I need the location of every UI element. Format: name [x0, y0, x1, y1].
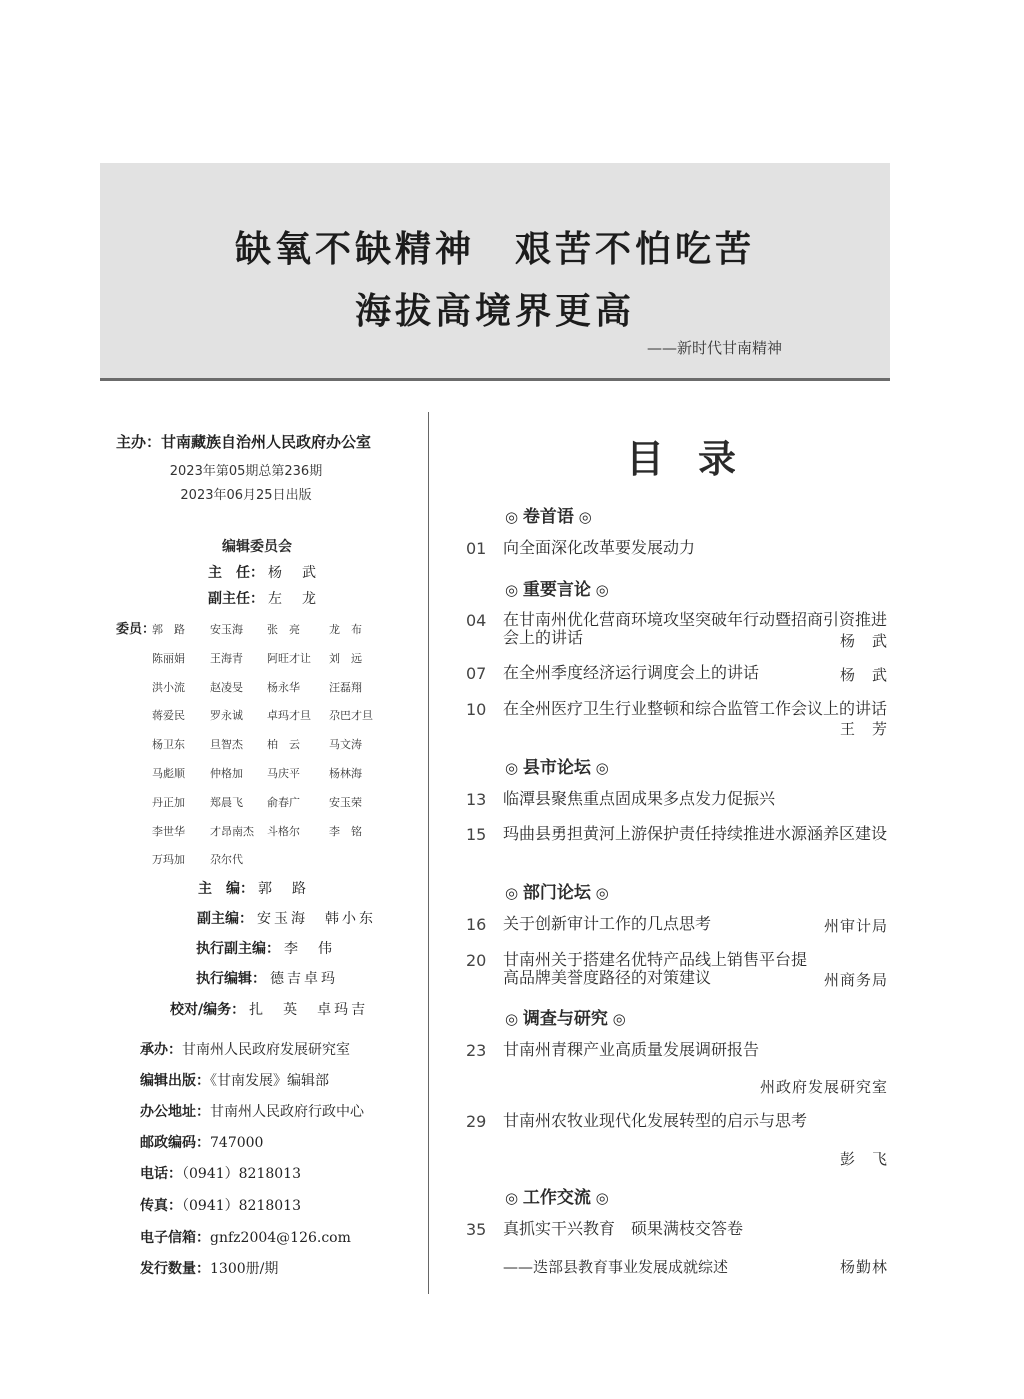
- director-label: 主 任：: [208, 565, 264, 581]
- deputy-editor-names: 安玉海 韩小东: [257, 911, 376, 927]
- proof-names: 扎 英 卓玛吉: [249, 1002, 369, 1018]
- member-name: 汪磊翔: [329, 681, 362, 694]
- exec-deputy-name: 李 伟: [284, 941, 335, 957]
- member-name: 杨卫东: [152, 738, 185, 751]
- info-email: [140, 1227, 351, 1247]
- info-label: 承办：: [140, 1042, 182, 1058]
- proofreader: [170, 999, 368, 1019]
- member-name: 洪小流: [152, 681, 185, 694]
- column-divider: [428, 412, 429, 1294]
- page-number: 07: [466, 664, 487, 683]
- article-author: 杨勤林: [839, 1258, 888, 1276]
- member-name: 俞春广: [267, 796, 300, 809]
- article-title[interactable]: 在甘南州优化营商环境攻坚突破年行动暨招商引资推进会上的讲话: [503, 610, 888, 647]
- article-author: 州政府发展研究室: [759, 1078, 888, 1096]
- section-label: 部门论坛: [522, 883, 591, 903]
- member-name: 尕尔代: [210, 853, 243, 866]
- page-number: 16: [466, 915, 487, 934]
- motto-phrase-2: 艰苦不怕吃苦: [515, 228, 756, 270]
- deputy-editor-label: 副主编：: [197, 911, 253, 927]
- page-number: 01: [466, 539, 487, 558]
- article-title[interactable]: 关于创新审计工作的几点思考: [503, 914, 712, 933]
- info-value: 《甘南发展》编辑部: [210, 1073, 329, 1089]
- publish-date: 2023年06月25日出版: [180, 488, 312, 503]
- article-subtitle: ——迭部县教育事业发展成就综述: [503, 1258, 729, 1276]
- members-label: 委员：: [116, 622, 156, 637]
- editorial-board-title: 编辑委员会: [222, 539, 292, 555]
- info-label: 电话：: [140, 1166, 182, 1182]
- chief-editor-label: 主 编：: [198, 881, 254, 897]
- page-number: 10: [466, 700, 487, 719]
- member-name: 陈丽娟: [152, 652, 185, 665]
- member-name: 郭 路: [152, 623, 185, 636]
- exec-deputy-editor: [196, 938, 335, 958]
- info-fax: [140, 1195, 301, 1215]
- motto-banner: [100, 163, 890, 381]
- section-label: 重要言论: [522, 580, 591, 600]
- member-name: 丹正加: [152, 796, 185, 809]
- vice-director-label: 副主任：: [208, 591, 264, 607]
- info-value: （0941）8218013: [182, 1198, 301, 1214]
- section-header: ◎ 卷首语 ◎: [505, 507, 592, 527]
- deputy-editor: [197, 908, 376, 928]
- article-title[interactable]: 玛曲县勇担黄河上游保护责任持续推进水源涵养区建设: [503, 824, 888, 843]
- info-label: 传真：: [140, 1198, 182, 1214]
- board-vice-director: [208, 588, 319, 608]
- page-number: 23: [466, 1041, 487, 1060]
- info-label: 编辑出版：: [140, 1073, 210, 1089]
- info-circulation: [140, 1258, 278, 1278]
- section-header: ◎ 重要言论 ◎: [505, 580, 609, 600]
- info-organizer: [140, 1039, 350, 1059]
- member-name: 马庆平: [267, 767, 300, 780]
- member-name: 斗格尔: [267, 825, 300, 838]
- sponsor-line: 主办：甘南藏族自治州人民政府办公室: [116, 433, 372, 451]
- section-header: ◎ 部门论坛 ◎: [505, 883, 609, 903]
- page-number: 20: [466, 951, 487, 970]
- article-title[interactable]: 真抓实干兴教育 硕果满枝交答卷: [503, 1219, 744, 1238]
- director-name: 杨 武: [268, 565, 319, 581]
- info-value: 甘南州人民政府行政中心: [210, 1104, 364, 1120]
- info-label: 电子信箱：: [140, 1230, 210, 1246]
- article-title[interactable]: 在全州医疗卫生行业整顿和综合监管工作会议上的讲话: [503, 699, 888, 718]
- info-value: （0941）8218013: [182, 1166, 301, 1182]
- article-title[interactable]: 向全面深化改革要发展动力: [503, 538, 696, 557]
- member-name: 杨林海: [329, 767, 362, 780]
- member-name: 罗永诚: [210, 709, 243, 722]
- page-number: 13: [466, 790, 487, 809]
- article-author: 杨 武: [839, 632, 888, 650]
- article-author: 杨 武: [839, 666, 888, 684]
- info-value: gnfz2004@126.com: [210, 1230, 351, 1246]
- article-title[interactable]: 甘南州青稞产业高质量发展调研报告: [503, 1040, 760, 1059]
- member-name: 马彪顺: [152, 767, 185, 780]
- article-author: 州商务局: [823, 971, 888, 989]
- article-title[interactable]: 甘南州关于搭建名优特产品线上销售平台提高品牌美誉度路径的对策建议: [503, 950, 808, 987]
- section-label: 县市论坛: [522, 758, 591, 778]
- member-name: 王海青: [210, 652, 243, 665]
- member-name: 卓玛才旦: [267, 709, 311, 722]
- member-name: 蒋爱民: [152, 709, 185, 722]
- info-postcode: [140, 1132, 263, 1152]
- motto-line-2: 海拔高境界更高: [354, 290, 635, 332]
- page-number: 35: [466, 1220, 487, 1239]
- article-author: 彭 飞: [839, 1150, 888, 1168]
- article-author: 州审计局: [823, 917, 888, 935]
- member-name: 万玛加: [152, 853, 185, 866]
- motto-line-1: [100, 221, 890, 272]
- member-name: 安玉荣: [329, 796, 362, 809]
- section-label: 工作交流: [522, 1188, 591, 1208]
- member-name: 刘 远: [329, 652, 362, 665]
- page-number: 29: [466, 1112, 487, 1131]
- toc-title: 目录: [626, 436, 771, 481]
- member-name: 马文涛: [329, 738, 362, 751]
- member-name: 李 铭: [329, 825, 362, 838]
- motto-source: ——新时代甘南精神: [646, 339, 782, 357]
- info-label: 办公地址：: [140, 1104, 210, 1120]
- chief-editor-name: 郭 路: [258, 881, 309, 897]
- article-title[interactable]: 临潭县聚焦重点固成果多点发力促振兴: [503, 789, 776, 808]
- member-name: 杨永华: [267, 681, 300, 694]
- info-phone: [140, 1163, 301, 1183]
- article-author: 王 芳: [839, 720, 888, 738]
- info-label: 邮政编码：: [140, 1135, 210, 1151]
- vice-director-name: 左 龙: [268, 591, 319, 607]
- info-address: [140, 1101, 364, 1121]
- chief-editor: [198, 878, 309, 898]
- article-title[interactable]: 甘南州农牧业现代化发展转型的启示与思考: [503, 1111, 808, 1130]
- proof-label: 校对/编务：: [170, 1002, 246, 1018]
- page-number: 15: [466, 825, 487, 844]
- member-name: 李世华: [152, 825, 185, 838]
- exec-editor: [196, 968, 338, 988]
- member-name: 柏 云: [267, 738, 300, 751]
- exec-editor-name: 德吉卓玛: [270, 971, 338, 987]
- section-header: ◎ 县市论坛 ◎: [505, 758, 609, 778]
- exec-editor-label: 执行编辑：: [196, 971, 266, 987]
- exec-deputy-label: 执行副主编：: [196, 941, 280, 957]
- member-name: 阿旺才让: [267, 652, 311, 665]
- member-name: 安玉海: [210, 623, 243, 636]
- member-name: 郑晨飞: [210, 796, 243, 809]
- info-publisher: [140, 1070, 329, 1090]
- member-name: 尕巴才旦: [329, 709, 373, 722]
- section-label: 调查与研究: [522, 1009, 608, 1029]
- section-header: ◎ 工作交流 ◎: [505, 1188, 609, 1208]
- article-title[interactable]: 在全州季度经济运行调度会上的讲话: [503, 663, 760, 682]
- info-value: 1300册/期: [210, 1261, 279, 1277]
- info-value: 747000: [210, 1135, 264, 1151]
- page-number: 04: [466, 611, 487, 630]
- info-label: 发行数量：: [140, 1261, 210, 1277]
- member-name: 张 亮: [267, 623, 300, 636]
- section-header: ◎ 调查与研究 ◎: [505, 1009, 626, 1029]
- board-director: [208, 562, 319, 582]
- motto-phrase-1: 缺氧不缺精神: [234, 228, 475, 270]
- section-label: 卷首语: [522, 507, 574, 527]
- info-value: 甘南州人民政府发展研究室: [182, 1042, 350, 1058]
- member-name: 赵凌旻: [210, 681, 243, 694]
- issue-number: 2023年第05期总第236期: [169, 464, 323, 479]
- member-name: 才昂南杰: [210, 825, 254, 838]
- member-name: 仲格加: [210, 767, 243, 780]
- member-name: 龙 布: [329, 623, 362, 636]
- member-name: 旦智杰: [210, 738, 243, 751]
